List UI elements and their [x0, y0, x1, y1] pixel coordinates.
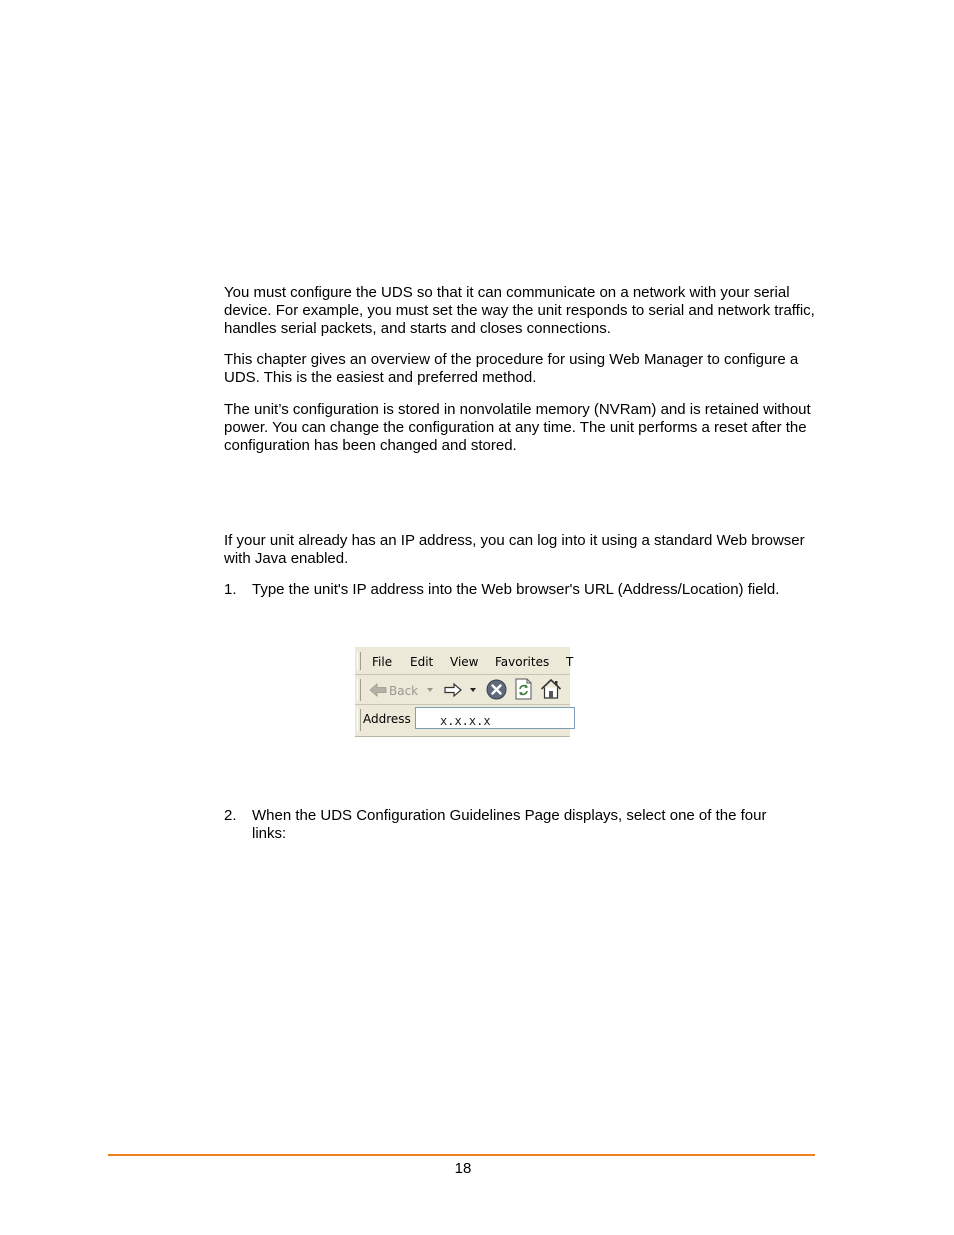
- menu-truncated: T: [566, 655, 574, 669]
- menu-file[interactable]: File: [372, 655, 393, 669]
- navigation-toolbar: [355, 675, 570, 705]
- refresh-icon[interactable]: [514, 678, 533, 700]
- step-number: 2.: [224, 807, 237, 824]
- stop-icon[interactable]: [486, 679, 507, 700]
- nvram-paragraph: The unit’s configuration is stored in nonvolatile memory (NVRam) and is retained without power. You can change the configuration at any time. The unit performs a reset after the configuration has been changed and stored.: [224, 401, 811, 454]
- browser-toolbar-figure: [355, 647, 574, 737]
- menu-favorites[interactable]: Favorites: [495, 655, 550, 669]
- back-button-label[interactable]: Back: [389, 684, 419, 698]
- back-dropdown-arrow-icon[interactable]: [426, 687, 434, 693]
- menu-bar: [355, 647, 574, 675]
- menu-view[interactable]: View: [450, 655, 479, 669]
- back-arrow-icon[interactable]: [369, 683, 387, 697]
- intro-paragraph: You must configure the UDS so that it can communicate on a network with your serial device. For example, you must set the way the unit responds to serial and network traffic, handles serial packets, and starts and closes connections.: [224, 284, 815, 337]
- address-label: Address: [363, 712, 411, 726]
- forward-dropdown-arrow-icon[interactable]: [469, 687, 477, 693]
- ip-login-paragraph: If your unit already has an IP address, you can log into it using a standard Web browser with Java enabled.: [224, 532, 805, 567]
- page-number: 18: [454, 1160, 472, 1177]
- overview-paragraph: This chapter gives an overview of the procedure for using Web Manager to configure a UDS. This is the easiest and preferred method.: [224, 351, 799, 386]
- address-value: x.x.x.x: [440, 714, 491, 728]
- menu-edit[interactable]: Edit: [410, 655, 434, 669]
- forward-arrow-icon[interactable]: [444, 683, 462, 697]
- address-bar-grip: [357, 709, 361, 731]
- step-number: 1.: [224, 581, 237, 598]
- toolbar-grip: [357, 679, 361, 701]
- home-icon[interactable]: [540, 678, 562, 700]
- step-text: When the UDS Configuration Guidelines Page displays, select one of the four links:: [252, 807, 767, 842]
- footer-rule: [108, 1154, 815, 1156]
- address-input[interactable]: [415, 707, 575, 729]
- menu-bar-grip: [357, 652, 361, 670]
- step-text: Type the unit's IP address into the Web browser's URL (Address/Location) field.: [252, 581, 780, 598]
